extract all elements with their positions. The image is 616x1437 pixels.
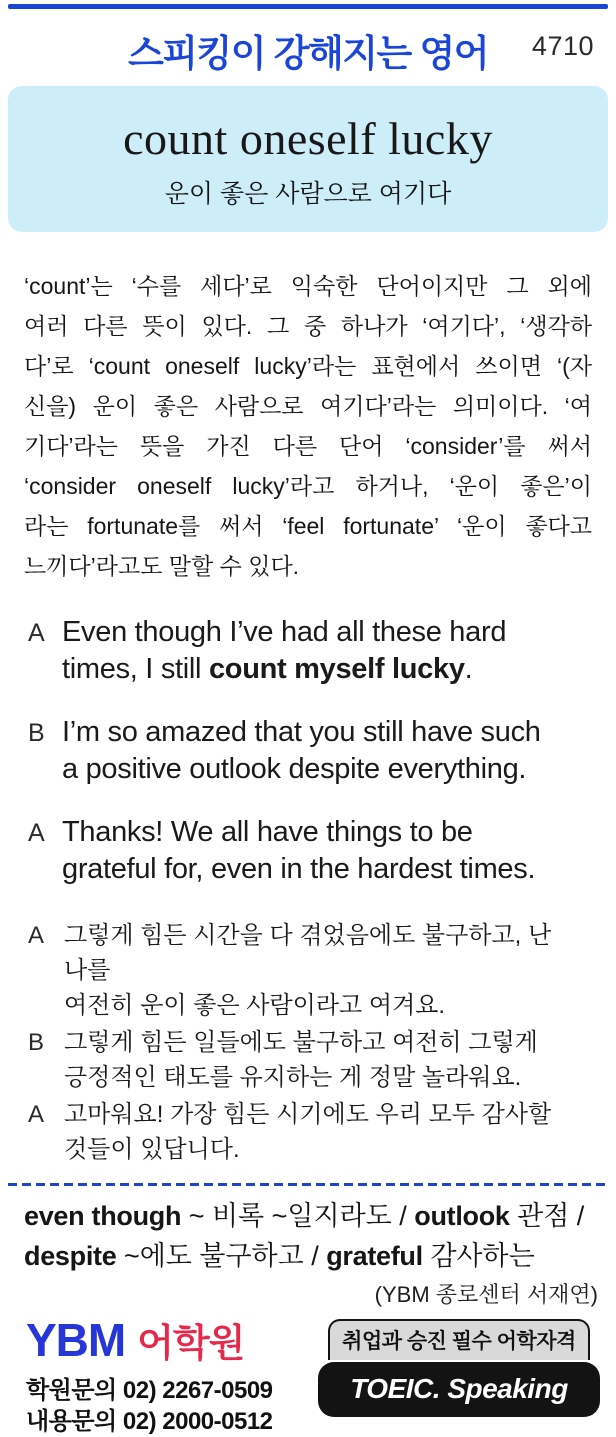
dialogue-turn	[28, 814, 596, 888]
header	[0, 9, 616, 75]
academy-phone: 학원문의 02) 2267-0509	[26, 1377, 273, 1404]
dialogue-text	[62, 814, 596, 888]
dialogue-line	[62, 714, 596, 751]
intro-line: 다’로 ‘count oneself lucky’라는 표현에서 쓰이면 ‘(자	[24, 353, 592, 379]
ybm-logo-text: YBM	[26, 1314, 126, 1366]
dialogue-segment: I’m so amazed that you still have such	[62, 716, 541, 748]
translation-line: 고마워요! 가장 힘든 시기에도 우리 모두 감사할	[64, 1101, 552, 1128]
speaker-label: B	[28, 719, 45, 747]
translation-text	[64, 918, 596, 1023]
dashed-divider	[8, 1183, 608, 1186]
dialogue-segment: Even though I’ve had all these hard	[62, 616, 507, 648]
speaker-label: A	[28, 819, 45, 847]
dialogue-line	[62, 651, 596, 688]
intro-line: 기다’라는 뜻을 가진 다른 단어 ‘consider’를 써서	[24, 433, 592, 459]
vocab-definition: 감사하는	[422, 1241, 535, 1271]
dialogue-line	[62, 614, 596, 651]
vocab-term: despite	[24, 1241, 117, 1271]
ybm-logo	[26, 1314, 273, 1375]
vocab-term: even though	[24, 1201, 182, 1231]
dialogue-segment: a positive outlook despite everything.	[62, 753, 527, 785]
dialogue-bold-segment: count myself lucky	[208, 653, 465, 685]
translation-line: 그렇게 힘든 일들에도 불구하고 여전히 그렇게	[64, 1029, 538, 1056]
expression-text: count oneself lucky	[123, 113, 493, 164]
vocab-line	[24, 1236, 592, 1276]
page-title: 스피킹이 강해지는 영어	[128, 33, 488, 74]
intro-paragraph	[24, 266, 592, 586]
dialogue-text	[62, 714, 596, 788]
intro-line: 신을) 운이 좋은 사람으로 여기다’라는 의미이다. ‘여	[24, 393, 592, 419]
dialogue-korean	[28, 918, 596, 1167]
intro-line: 여러 다른 뜻이 있다. 그 중 하나가 ‘여기다’, ‘생각하	[24, 313, 592, 339]
speaker-label: B	[28, 1029, 45, 1056]
intro-line: ‘count’는 ‘수를 세다’로 익숙한 단어이지만 그 외에	[24, 273, 592, 299]
issue-number: 4710	[531, 31, 594, 61]
intro-line: 느끼다’라고도 말할 수 있다.	[24, 553, 300, 579]
dialogue-line	[62, 851, 596, 888]
translation-line: 그렇게 힘든 시간을 다 겪었음에도 불구하고, 난 나를	[64, 922, 552, 984]
footer	[26, 1314, 600, 1437]
vocab-line	[24, 1196, 592, 1236]
translation-line: 것들이 있답니다.	[64, 1136, 240, 1163]
dialogue-segment: .	[464, 653, 473, 685]
dialogue-turn	[28, 614, 596, 688]
lesson-page	[0, 4, 616, 1437]
vocab-definition: ~ 비록 ~일지라도 /	[181, 1201, 415, 1231]
dialogue-segment: times, I still	[62, 653, 209, 685]
speaker-label: A	[28, 1101, 45, 1128]
translation-line: 여전히 운이 좋은 사람이라고 여겨요.	[64, 992, 446, 1019]
vocab-term: grateful	[326, 1241, 423, 1271]
translation-turn	[28, 918, 596, 1023]
academy-info	[26, 1314, 273, 1437]
expression-card	[8, 86, 608, 232]
translation-text	[64, 1025, 596, 1095]
dialogue-line	[62, 751, 596, 788]
content-phone: 내용문의 02) 2000-0512	[26, 1408, 273, 1435]
translation-text	[64, 1097, 596, 1167]
speaker-label: A	[28, 619, 45, 647]
dialogue-turn	[28, 714, 596, 788]
vocabulary-section	[24, 1196, 592, 1276]
dialogue-line	[62, 814, 596, 851]
dialogue-english	[28, 614, 596, 888]
translation-line: 긍정적인 태도를 유지하는 게 정말 놀라워요.	[64, 1064, 522, 1091]
toeic-tagline: 취업과 승진 필수 어학자격	[328, 1319, 590, 1360]
dialogue-segment: grateful for, even in the hardest times.	[62, 853, 536, 885]
translation-turn	[28, 1025, 596, 1095]
vocab-definition: 관점 /	[509, 1201, 585, 1231]
speaker-label: A	[28, 922, 45, 949]
dialogue-segment: Thanks! We all have things to be	[62, 816, 473, 848]
vocab-term: outlook	[414, 1201, 510, 1231]
academy-label: 어학원	[137, 1323, 245, 1365]
dialogue-text	[62, 614, 596, 688]
vocab-definition: ~에도 불구하고 /	[116, 1241, 327, 1271]
toeic-speaking-badge	[318, 1319, 600, 1417]
intro-line: ‘consider oneself lucky’라고 하거나, ‘운이 좋은’이	[24, 473, 592, 499]
author-attribution: (YBM 종로센터 서재연)	[374, 1282, 598, 1307]
toeic-speaking-label: TOEIC. Speaking	[318, 1362, 600, 1417]
intro-line: 라는 fortunate를 써서 ‘feel fortunate’ ‘운이 좋다고	[24, 513, 592, 539]
translation-turn	[28, 1097, 596, 1167]
expression-meaning: 운이 좋은 사람으로 여기다	[164, 180, 452, 208]
